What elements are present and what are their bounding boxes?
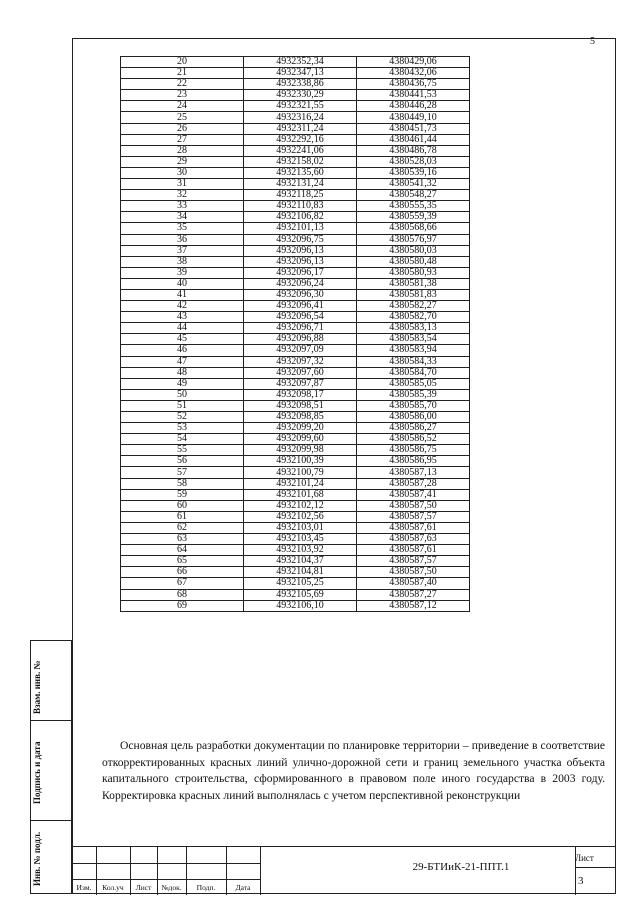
- x-coordinate-cell: 4932096,24: [244, 278, 357, 289]
- x-coordinate-cell: 4932098,17: [244, 389, 357, 400]
- point-number-cell: 48: [121, 367, 244, 378]
- point-number-cell: 63: [121, 534, 244, 545]
- title-block-rule: [72, 863, 260, 864]
- x-coordinate-cell: 4932097,32: [244, 356, 357, 367]
- y-coordinate-cell: 4380461,44: [357, 134, 470, 145]
- x-coordinate-cell: 4932100,39: [244, 456, 357, 467]
- point-number-cell: 64: [121, 545, 244, 556]
- point-number-cell: 27: [121, 134, 244, 145]
- point-number-cell: 24: [121, 101, 244, 112]
- point-number-cell: 68: [121, 589, 244, 600]
- point-number-cell: 69: [121, 600, 244, 611]
- sheet-label: Лист: [575, 853, 594, 863]
- y-coordinate-cell: 4380539,16: [357, 167, 470, 178]
- point-number-cell: 57: [121, 467, 244, 478]
- table-row: [121, 123, 470, 134]
- title-block: [72, 846, 616, 895]
- y-coordinate-cell: 4380586,75: [357, 445, 470, 456]
- side-stamp-divider: [30, 720, 72, 721]
- table-row: [121, 57, 470, 68]
- x-coordinate-cell: 4932347,13: [244, 68, 357, 79]
- y-coordinate-cell: 4380436,75: [357, 79, 470, 90]
- y-coordinate-cell: 4380582,27: [357, 301, 470, 312]
- side-stamp: [30, 640, 72, 894]
- point-number-cell: 21: [121, 68, 244, 79]
- point-number-cell: 61: [121, 511, 244, 522]
- page-number: 5: [590, 36, 595, 47]
- x-coordinate-cell: 4932131,24: [244, 179, 357, 190]
- x-coordinate-cell: 4932096,71: [244, 323, 357, 334]
- x-coordinate-cell: 4932102,12: [244, 500, 357, 511]
- point-number-cell: 43: [121, 312, 244, 323]
- y-coordinate-cell: 4380441,53: [357, 90, 470, 101]
- table-row: [121, 400, 470, 411]
- y-coordinate-cell: 4380586,27: [357, 423, 470, 434]
- x-coordinate-cell: 4932101,68: [244, 489, 357, 500]
- y-coordinate-cell: 4380587,61: [357, 522, 470, 533]
- point-number-cell: 59: [121, 489, 244, 500]
- x-coordinate-cell: 4932338,86: [244, 79, 357, 90]
- header-izm: Изм.: [76, 883, 92, 892]
- x-coordinate-cell: 4932096,13: [244, 256, 357, 267]
- point-number-cell: 42: [121, 301, 244, 312]
- coordinates-table: [120, 56, 470, 612]
- y-coordinate-cell: 4380587,12: [357, 600, 470, 611]
- table-row: [121, 301, 470, 312]
- table-row: [121, 179, 470, 190]
- x-coordinate-cell: 4932292,16: [244, 134, 357, 145]
- x-coordinate-cell: 4932096,75: [244, 234, 357, 245]
- x-coordinate-cell: 4932311,24: [244, 123, 357, 134]
- x-coordinate-cell: 4932241,06: [244, 145, 357, 156]
- table-row: [121, 600, 470, 611]
- x-coordinate-cell: 4932135,60: [244, 167, 357, 178]
- y-coordinate-cell: 4380587,57: [357, 556, 470, 567]
- x-coordinate-cell: 4932098,51: [244, 400, 357, 411]
- document-code: 29-БТИиК-21-ППТ.1: [412, 861, 510, 873]
- header-list: Лист: [135, 883, 152, 892]
- table-row: [121, 267, 470, 278]
- point-number-cell: 49: [121, 378, 244, 389]
- table-row: [121, 201, 470, 212]
- table-row: [121, 256, 470, 267]
- y-coordinate-cell: 4380581,38: [357, 278, 470, 289]
- point-number-cell: 45: [121, 334, 244, 345]
- table-row: [121, 378, 470, 389]
- y-coordinate-cell: 4380587,28: [357, 478, 470, 489]
- y-coordinate-cell: 4380580,03: [357, 245, 470, 256]
- point-number-cell: 67: [121, 578, 244, 589]
- point-number-cell: 54: [121, 434, 244, 445]
- table-row: [121, 167, 470, 178]
- point-number-cell: 26: [121, 123, 244, 134]
- x-coordinate-cell: 4932104,81: [244, 567, 357, 578]
- table-row: [121, 534, 470, 545]
- point-number-cell: 46: [121, 345, 244, 356]
- y-coordinate-cell: 4380587,27: [357, 589, 470, 600]
- point-number-cell: 66: [121, 567, 244, 578]
- x-coordinate-cell: 4932103,92: [244, 545, 357, 556]
- x-coordinate-cell: 4932099,60: [244, 434, 357, 445]
- x-coordinate-cell: 4932103,01: [244, 522, 357, 533]
- x-coordinate-cell: 4932097,09: [244, 345, 357, 356]
- x-coordinate-cell: 4932352,34: [244, 57, 357, 68]
- point-number-cell: 55: [121, 445, 244, 456]
- y-coordinate-cell: 4380429,06: [357, 57, 470, 68]
- y-coordinate-cell: 4380446,28: [357, 101, 470, 112]
- point-number-cell: 25: [121, 112, 244, 123]
- table-row: [121, 190, 470, 201]
- title-block-divider: [260, 847, 261, 895]
- x-coordinate-cell: 4932102,56: [244, 511, 357, 522]
- y-coordinate-cell: 4380586,52: [357, 434, 470, 445]
- x-coordinate-cell: 4932103,45: [244, 534, 357, 545]
- x-coordinate-cell: 4932096,88: [244, 334, 357, 345]
- y-coordinate-cell: 4380587,40: [357, 578, 470, 589]
- y-coordinate-cell: 4380528,03: [357, 156, 470, 167]
- header-signature: Подп.: [196, 883, 216, 892]
- sheet-number: 3: [578, 875, 584, 887]
- point-number-cell: 51: [121, 400, 244, 411]
- point-number-cell: 41: [121, 289, 244, 300]
- y-coordinate-cell: 4380486,78: [357, 145, 470, 156]
- x-coordinate-cell: 4932118,25: [244, 190, 357, 201]
- point-number-cell: 32: [121, 190, 244, 201]
- table-row: [121, 312, 470, 323]
- x-coordinate-cell: 4932097,87: [244, 378, 357, 389]
- table-row: [121, 412, 470, 423]
- point-number-cell: 44: [121, 323, 244, 334]
- table-row: [121, 367, 470, 378]
- header-doc-no: №док.: [161, 883, 182, 892]
- table-row: [121, 578, 470, 589]
- x-coordinate-cell: 4932099,98: [244, 445, 357, 456]
- x-coordinate-cell: 4932096,13: [244, 245, 357, 256]
- side-stamp-divider: [30, 820, 72, 821]
- table-row: [121, 545, 470, 556]
- point-number-cell: 40: [121, 278, 244, 289]
- x-coordinate-cell: 4932316,24: [244, 112, 357, 123]
- point-number-cell: 31: [121, 179, 244, 190]
- y-coordinate-cell: 4380587,50: [357, 500, 470, 511]
- table-row: [121, 500, 470, 511]
- y-coordinate-cell: 4380541,32: [357, 179, 470, 190]
- table-row: [121, 223, 470, 234]
- point-number-cell: 56: [121, 456, 244, 467]
- x-coordinate-cell: 4932105,25: [244, 578, 357, 589]
- title-block-rule: [72, 879, 260, 880]
- y-coordinate-cell: 4380449,10: [357, 112, 470, 123]
- table-row: [121, 478, 470, 489]
- point-number-cell: 60: [121, 500, 244, 511]
- x-coordinate-cell: 4932158,02: [244, 156, 357, 167]
- table-row: [121, 334, 470, 345]
- y-coordinate-cell: 4380583,13: [357, 323, 470, 334]
- x-coordinate-cell: 4932096,54: [244, 312, 357, 323]
- y-coordinate-cell: 4380559,39: [357, 212, 470, 223]
- y-coordinate-cell: 4380581,83: [357, 289, 470, 300]
- table-row: [121, 101, 470, 112]
- y-coordinate-cell: 4380582,70: [357, 312, 470, 323]
- table-row: [121, 112, 470, 123]
- y-coordinate-cell: 4380586,00: [357, 412, 470, 423]
- table-row: [121, 212, 470, 223]
- point-number-cell: 23: [121, 90, 244, 101]
- y-coordinate-cell: 4380587,41: [357, 489, 470, 500]
- y-coordinate-cell: 4380432,06: [357, 68, 470, 79]
- y-coordinate-cell: 4380587,13: [357, 467, 470, 478]
- table-row: [121, 156, 470, 167]
- point-number-cell: 39: [121, 267, 244, 278]
- y-coordinate-cell: 4380580,93: [357, 267, 470, 278]
- point-number-cell: 58: [121, 478, 244, 489]
- y-coordinate-cell: 4380585,05: [357, 378, 470, 389]
- point-number-cell: 62: [121, 522, 244, 533]
- table-row: [121, 145, 470, 156]
- x-coordinate-cell: 4932097,60: [244, 367, 357, 378]
- x-coordinate-cell: 4932096,41: [244, 301, 357, 312]
- signature-date-label: Подпись и дата: [32, 741, 42, 804]
- table-row: [121, 389, 470, 400]
- table-row: [121, 278, 470, 289]
- table-row: [121, 79, 470, 90]
- y-coordinate-cell: 4380585,39: [357, 389, 470, 400]
- table-row: [121, 434, 470, 445]
- coordinates-table-body: [121, 57, 470, 612]
- table-row: [121, 345, 470, 356]
- y-coordinate-cell: 4380587,63: [357, 534, 470, 545]
- table-row: [121, 567, 470, 578]
- table-row: [121, 68, 470, 79]
- point-number-cell: 33: [121, 201, 244, 212]
- point-number-cell: 20: [121, 57, 244, 68]
- table-row: [121, 245, 470, 256]
- point-number-cell: 52: [121, 412, 244, 423]
- point-number-cell: 36: [121, 234, 244, 245]
- y-coordinate-cell: 4380584,70: [357, 367, 470, 378]
- y-coordinate-cell: 4380451,73: [357, 123, 470, 134]
- table-row: [121, 589, 470, 600]
- y-coordinate-cell: 4380587,61: [357, 545, 470, 556]
- x-coordinate-cell: 4932098,85: [244, 412, 357, 423]
- x-coordinate-cell: 4932099,20: [244, 423, 357, 434]
- title-block-rule: [575, 867, 616, 868]
- y-coordinate-cell: 4380583,54: [357, 334, 470, 345]
- header-kol-uch: Кол.уч: [102, 883, 124, 892]
- table-row: [121, 323, 470, 334]
- table-row: [121, 234, 470, 245]
- y-coordinate-cell: 4380576,97: [357, 234, 470, 245]
- y-coordinate-cell: 4380586,95: [357, 456, 470, 467]
- point-number-cell: 28: [121, 145, 244, 156]
- x-coordinate-cell: 4932330,29: [244, 90, 357, 101]
- point-number-cell: 30: [121, 167, 244, 178]
- y-coordinate-cell: 4380585,70: [357, 400, 470, 411]
- table-row: [121, 134, 470, 145]
- point-number-cell: 47: [121, 356, 244, 367]
- table-row: [121, 423, 470, 434]
- point-number-cell: 34: [121, 212, 244, 223]
- table-row: [121, 489, 470, 500]
- table-row: [121, 522, 470, 533]
- y-coordinate-cell: 4380587,50: [357, 567, 470, 578]
- point-number-cell: 29: [121, 156, 244, 167]
- y-coordinate-cell: 4380580,48: [357, 256, 470, 267]
- y-coordinate-cell: 4380583,94: [357, 345, 470, 356]
- x-coordinate-cell: 4932105,69: [244, 589, 357, 600]
- y-coordinate-cell: 4380568,66: [357, 223, 470, 234]
- x-coordinate-cell: 4932101,24: [244, 478, 357, 489]
- x-coordinate-cell: 4932104,37: [244, 556, 357, 567]
- table-row: [121, 456, 470, 467]
- x-coordinate-cell: 4932100,79: [244, 467, 357, 478]
- x-coordinate-cell: 4932110,83: [244, 201, 357, 212]
- point-number-cell: 35: [121, 223, 244, 234]
- y-coordinate-cell: 4380587,57: [357, 511, 470, 522]
- table-row: [121, 511, 470, 522]
- body-paragraph: Основная цель разработки документации по планировке территории – приведение в соответствие откорректированных красных линий улично-дорожной сети и границ земельного участка объекта капитального строительства, сформированного в правовом поле иного государства в 2003 году. Корректировка красных линий выполнялась с учетом перспективной реконструкции: [102, 739, 605, 802]
- inv-no-substitute-label: Взам. инв. №: [32, 660, 42, 714]
- point-number-cell: 37: [121, 245, 244, 256]
- x-coordinate-cell: 4932106,82: [244, 212, 357, 223]
- x-coordinate-cell: 4932106,10: [244, 600, 357, 611]
- header-date: Дата: [235, 883, 251, 892]
- table-row: [121, 556, 470, 567]
- y-coordinate-cell: 4380555,35: [357, 201, 470, 212]
- table-row: [121, 467, 470, 478]
- y-coordinate-cell: 4380548,27: [357, 190, 470, 201]
- x-coordinate-cell: 4932321,55: [244, 101, 357, 112]
- table-row: [121, 445, 470, 456]
- table-row: [121, 289, 470, 300]
- x-coordinate-cell: 4932096,17: [244, 267, 357, 278]
- point-number-cell: 38: [121, 256, 244, 267]
- inv-no-original-label: Инв. № подл.: [32, 831, 42, 886]
- x-coordinate-cell: 4932101,13: [244, 223, 357, 234]
- x-coordinate-cell: 4932096,30: [244, 289, 357, 300]
- point-number-cell: 50: [121, 389, 244, 400]
- table-row: [121, 356, 470, 367]
- point-number-cell: 53: [121, 423, 244, 434]
- table-row: [121, 90, 470, 101]
- point-number-cell: 22: [121, 79, 244, 90]
- point-number-cell: 65: [121, 556, 244, 567]
- y-coordinate-cell: 4380584,33: [357, 356, 470, 367]
